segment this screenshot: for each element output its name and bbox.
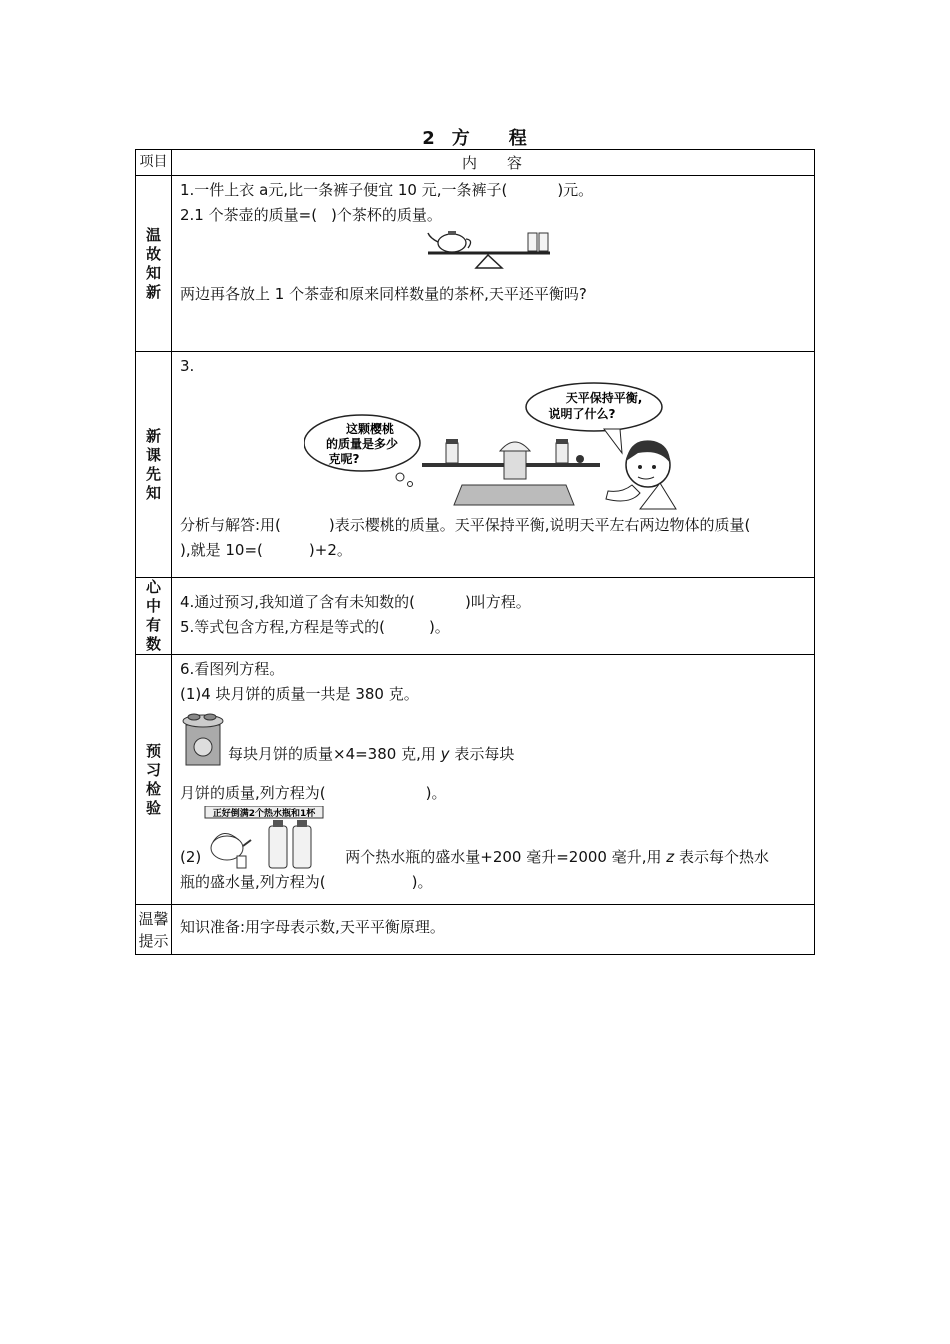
check-label-char: 检 <box>145 779 161 798</box>
new-label-char: 知 <box>145 483 161 502</box>
analysis-2-text-b: )+2。 <box>308 541 352 559</box>
review-label-char: 新 <box>145 282 161 301</box>
check-label <box>136 655 172 905</box>
question-4 <box>180 590 806 615</box>
new-lesson-label <box>136 352 172 578</box>
title-char-2: 程 <box>508 128 528 149</box>
part-2-label: (2) <box>180 848 202 866</box>
analysis-line-2 <box>180 538 806 563</box>
page-title <box>0 124 950 150</box>
summary-label-char: 中 <box>145 597 161 615</box>
check-label-char: 习 <box>145 760 161 779</box>
bubble-left-line: 这颗樱桃 <box>345 422 395 436</box>
analysis-1-text-b: )表示樱桃的质量。天平保持平衡,说明天平左右两边物体的质量( <box>328 516 751 534</box>
worksheet-table <box>135 149 815 955</box>
analysis-2-text-a: ),就是 10=( <box>180 541 263 559</box>
cherry-icon <box>576 455 584 463</box>
question-2 <box>180 203 806 228</box>
summary-label-char: 心 <box>145 578 161 596</box>
new-lesson-row <box>136 352 815 578</box>
part-2-answer <box>180 870 806 895</box>
review-content <box>172 176 815 352</box>
part-1-text <box>228 742 514 767</box>
tip-text: 知识准备:用字母表示数,天平平衡原理。 <box>180 918 445 936</box>
q4-text-a: 4.通过预习,我知道了含有未知数的( <box>180 593 415 611</box>
summary-label-char: 数 <box>145 635 161 653</box>
tip-content <box>172 905 815 955</box>
q1-variable: a <box>259 181 269 199</box>
mooncake-scale-icon <box>180 711 226 767</box>
cup-icon <box>237 856 246 868</box>
summary-label-char: 有 <box>145 616 161 634</box>
q5-text-b: )。 <box>428 618 450 636</box>
question-1 <box>180 178 806 203</box>
q5-text-a: 5.等式包含方程,方程是等式的( <box>180 618 385 636</box>
header-row <box>136 150 815 176</box>
thermos-banner: 正好倒满2个热水瓶和1杯 <box>212 809 316 819</box>
q4-text-b: )叫方程。 <box>464 593 531 611</box>
p2-variable: z <box>666 848 675 866</box>
p2-line2-text-b: )。 <box>411 873 433 891</box>
cherry-balance-illustration <box>304 381 684 511</box>
bubble-left-line: 克呢? <box>328 452 360 466</box>
title-char-1: 方 <box>451 128 471 149</box>
question-2-note: 两边再各放上 1 个茶壶和原来同样数量的茶杯,天平还平衡吗? <box>180 285 587 303</box>
review-label-char: 故 <box>145 244 161 263</box>
review-row <box>136 176 815 352</box>
question-5 <box>180 615 806 640</box>
part-1-answer <box>180 781 806 806</box>
part-2-text <box>345 845 769 870</box>
check-row <box>136 655 815 905</box>
new-label-char: 先 <box>145 464 161 483</box>
teapot-balance-illustration <box>424 226 564 270</box>
tip-label <box>136 905 172 955</box>
p1-text-b: 表示每块 <box>454 745 515 763</box>
header-content-b: 容 <box>507 154 525 172</box>
title-number: 2 <box>422 128 436 149</box>
check-label-char: 验 <box>145 798 161 817</box>
part-1-figure-row <box>180 707 806 767</box>
question-6: 6.看图列方程。 <box>180 660 285 678</box>
part-1: (1)4 块月饼的质量一共是 380 克。 <box>180 685 419 703</box>
tip-label-line: 提示 <box>138 931 169 950</box>
thermos-bottle-icon <box>269 820 311 868</box>
q1-text-c: )元。 <box>557 181 594 199</box>
bubble-right-line: 天平保持平衡, <box>565 391 643 405</box>
summary-label <box>136 578 172 655</box>
analysis-1-text-a: 分析与解答:用( <box>180 516 281 534</box>
summary-row <box>136 578 815 655</box>
new-lesson-content <box>172 352 815 578</box>
question-3: 3. <box>180 357 195 375</box>
new-label-char: 课 <box>145 445 161 464</box>
header-content-a: 内 <box>461 154 479 172</box>
analysis-line-1 <box>180 513 806 538</box>
p1-variable: y <box>440 745 450 763</box>
check-label-char: 预 <box>145 741 161 760</box>
thermos-illustration <box>187 806 327 870</box>
p1-text-a: 每块月饼的质量×4=380 克,用 <box>228 745 436 763</box>
teapot-icon <box>428 231 471 252</box>
tip-label-line: 温馨 <box>138 909 169 928</box>
p2-text-b: 表示每个热水 <box>678 848 769 866</box>
q2-text-a: 2.1 个茶壶的质量=( <box>180 206 318 224</box>
q2-text-b: )个茶杯的质量。 <box>331 206 442 224</box>
p2-line2-text-a: 瓶的盛水量,列方程为( <box>180 873 326 891</box>
review-label-char: 温 <box>145 225 161 244</box>
left-thought-bubble <box>304 415 420 487</box>
p1-line2-text-b: )。 <box>425 784 447 802</box>
review-label <box>136 176 172 352</box>
new-label-char: 新 <box>145 426 161 445</box>
review-label-char: 知 <box>145 263 161 282</box>
boy-icon <box>606 440 676 509</box>
q1-text-a: 1.一件上衣 <box>180 181 255 199</box>
tip-row <box>136 905 815 955</box>
bubble-left-line: 的质量是多少 <box>325 437 399 451</box>
summary-content <box>172 578 815 655</box>
part-2-figure-row <box>180 806 806 870</box>
balance-fulcrum <box>476 255 502 268</box>
header-content-cell <box>172 150 815 176</box>
q1-text-b: 元,比一条裤子便宜 10 元,一条裤子( <box>268 181 508 199</box>
bubble-right-line: 说明了什么? <box>548 407 616 421</box>
p2-text-a: 两个热水瓶的盛水量+200 毫升=2000 毫升,用 <box>345 848 662 866</box>
cups-icon <box>528 233 548 251</box>
check-content <box>172 655 815 905</box>
p1-line2-text-a: 月饼的质量,列方程为( <box>180 784 326 802</box>
header-item-cell: 项目 <box>136 150 172 176</box>
